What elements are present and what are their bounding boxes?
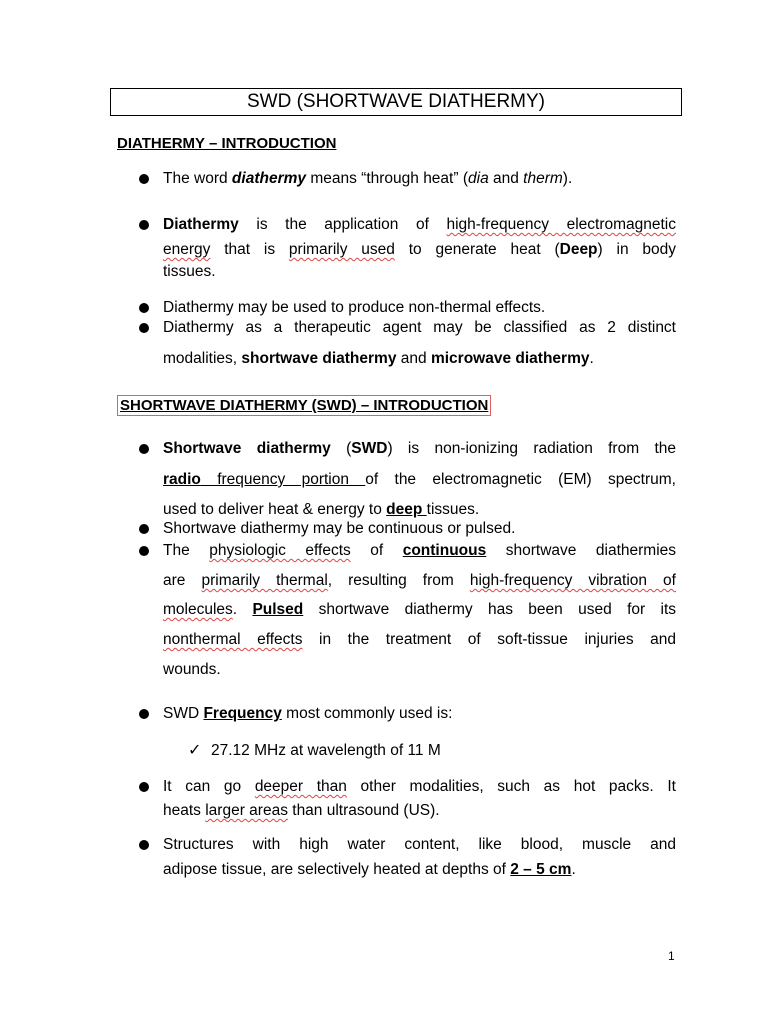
paragraph-line: molecules. Pulsed shortwave diathermy has been used for its (163, 601, 676, 618)
bullet-icon (139, 546, 149, 556)
bullet-icon (139, 323, 149, 333)
bullet-icon (139, 174, 149, 184)
paragraph-line: wounds. (163, 661, 221, 678)
section-heading-swd: SHORTWAVE DIATHERMY (SWD) – INTRODUCTION (117, 395, 491, 416)
paragraph-line: Diathermy may be used to produce non-thermal effects. (163, 299, 546, 316)
bullet-icon (139, 524, 149, 534)
paragraph-line: Diathermy is the application of high-frequency electromagnetic (163, 216, 676, 233)
page-title (110, 88, 682, 116)
paragraph-line: Structures with high water content, like blood, muscle and (163, 836, 676, 853)
paragraph-line: used to deliver heat & energy to deep tissues. (163, 501, 480, 518)
paragraph-line: It can go deeper than other modalities, such as hot packs. It (163, 778, 676, 795)
paragraph-line: adipose tissue, are selectively heated at depths of 2 – 5 cm. (163, 861, 576, 878)
paragraph-line: SWD Frequency most commonly used is: (163, 705, 453, 722)
bullet-icon (139, 709, 149, 719)
paragraph-line: Shortwave diathermy (SWD) is non-ionizing radiation from the (163, 440, 676, 457)
paragraph-line: Shortwave diathermy may be continuous or pulsed. (163, 520, 516, 537)
paragraph-line: heats larger areas than ultrasound (US). (163, 802, 440, 819)
paragraph-line: Diathermy as a therapeutic agent may be classified as 2 distinct (163, 319, 676, 336)
page-number: 1 (668, 949, 675, 963)
bullet-icon (139, 220, 149, 230)
sub-item-text: 27.12 MHz at wavelength of 11 M (211, 742, 441, 759)
paragraph-line: energy that is primarily used to generate heat (Deep) in body (163, 241, 677, 258)
paragraph-line: radio frequency portion of the electromagnetic (EM) spectrum, (163, 471, 676, 488)
bullet-icon (139, 840, 149, 850)
paragraph-line: nonthermal effects in the treatment of soft-tissue injuries and (163, 631, 676, 648)
checkmark-icon: ✓ (188, 742, 202, 759)
bullet-icon (139, 782, 149, 792)
paragraph-line: The physiologic effects of continuous shortwave diathermies (163, 542, 677, 559)
section-heading-intro: DIATHERMY – INTRODUCTION (117, 135, 337, 152)
paragraph-line: are primarily thermal, resulting from high-frequency vibration of (163, 572, 676, 589)
title-text: SWD (SHORTWAVE DIATHERMY) (246, 91, 546, 112)
bullet-icon (139, 444, 149, 454)
bullet-icon (139, 303, 149, 313)
paragraph-line: The word diathermy means “through heat” (dia and therm). (163, 170, 573, 187)
paragraph-line: modalities, shortwave diathermy and microwave diathermy. (163, 350, 594, 367)
paragraph-line: tissues. (163, 263, 216, 280)
